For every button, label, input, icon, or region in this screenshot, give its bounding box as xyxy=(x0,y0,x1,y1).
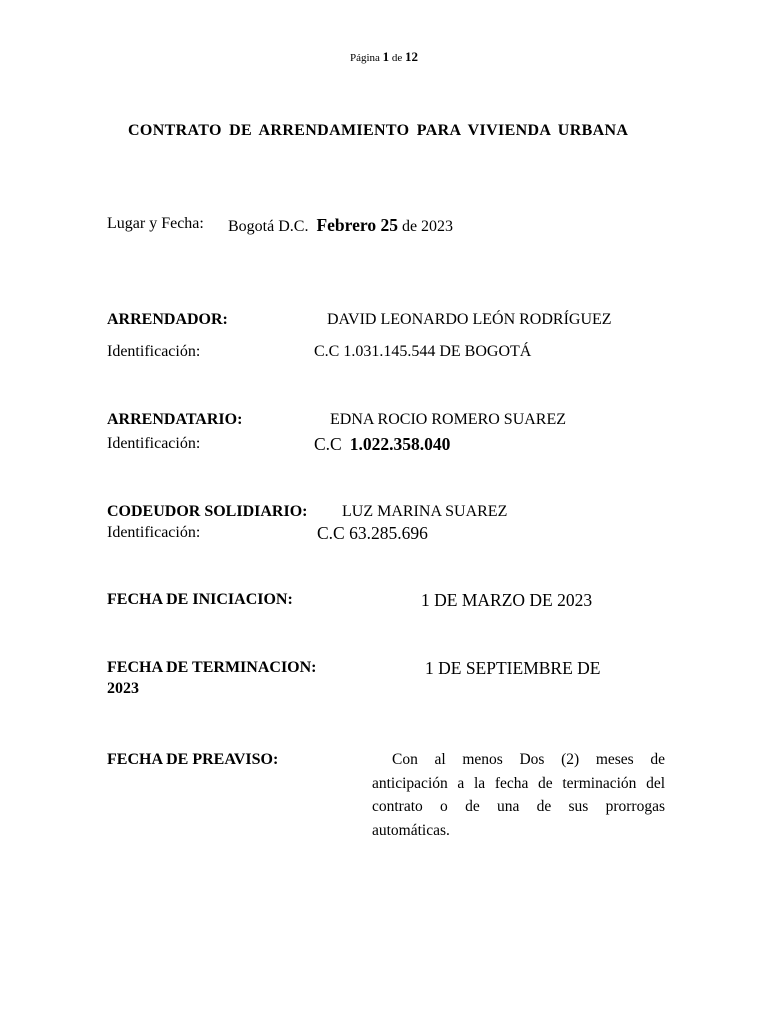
codeudor-id-label: Identificación: xyxy=(107,524,201,541)
date-year: de 2023 xyxy=(401,218,454,235)
terminacion-value: 1 DE SEPTIEMBRE DE xyxy=(425,658,601,678)
arrendador-id-label: Identificación: xyxy=(107,343,201,360)
preaviso-label: FECHA DE PREAVISO: xyxy=(107,751,279,768)
place-date-label: Lugar y Fecha: xyxy=(107,215,204,232)
arrendador-name: DAVID LEONARDO LEÓN RODRÍGUEZ xyxy=(327,311,612,328)
page-indicator xyxy=(0,49,768,65)
page-separator: de xyxy=(391,52,403,64)
arrendatario-id-value xyxy=(314,434,450,455)
arrendatario-name: EDNA ROCIO ROMERO SUAREZ xyxy=(330,411,567,428)
arrendador-label: ARRENDADOR: xyxy=(107,311,228,328)
place-city: Bogotá D.C. xyxy=(228,218,309,235)
page-current: 1 xyxy=(382,49,390,64)
codeudor-label: CODEUDOR SOLIDIARIO: xyxy=(107,503,308,520)
terminacion-label: FECHA DE TERMINACION: xyxy=(107,659,317,676)
inicio-value: 1 DE MARZO DE 2023 xyxy=(421,590,593,610)
page-prefix: Página xyxy=(349,52,380,64)
arrendatario-id-label: Identificación: xyxy=(107,435,201,452)
document-title: CONTRATO DE ARRENDAMIENTO PARA VIVIENDA URBANA xyxy=(128,122,629,139)
inicio-label: FECHA DE INICIACION: xyxy=(107,591,293,608)
terminacion-year: 2023 xyxy=(107,680,139,697)
codeudor-id-value: C.C 63.285.696 xyxy=(317,523,428,543)
arrendatario-id-prefix: C.C xyxy=(314,434,342,454)
codeudor-name: LUZ MARINA SUAREZ xyxy=(342,503,508,520)
arrendatario-id-number: 1.022.358.040 xyxy=(349,434,451,454)
preaviso-text: Con al menos Dos (2) meses de anticipación a la fecha de terminación del contrato o de una de sus prorrogas automáticas. xyxy=(372,751,665,839)
arrendatario-label: ARRENDATARIO: xyxy=(107,411,243,428)
arrendador-id-value: C.C 1.031.145.544 DE BOGOTÁ xyxy=(314,343,532,360)
page-total: 12 xyxy=(405,49,419,64)
date-month-day: Febrero 25 xyxy=(316,215,398,235)
place-date-value xyxy=(228,215,453,236)
